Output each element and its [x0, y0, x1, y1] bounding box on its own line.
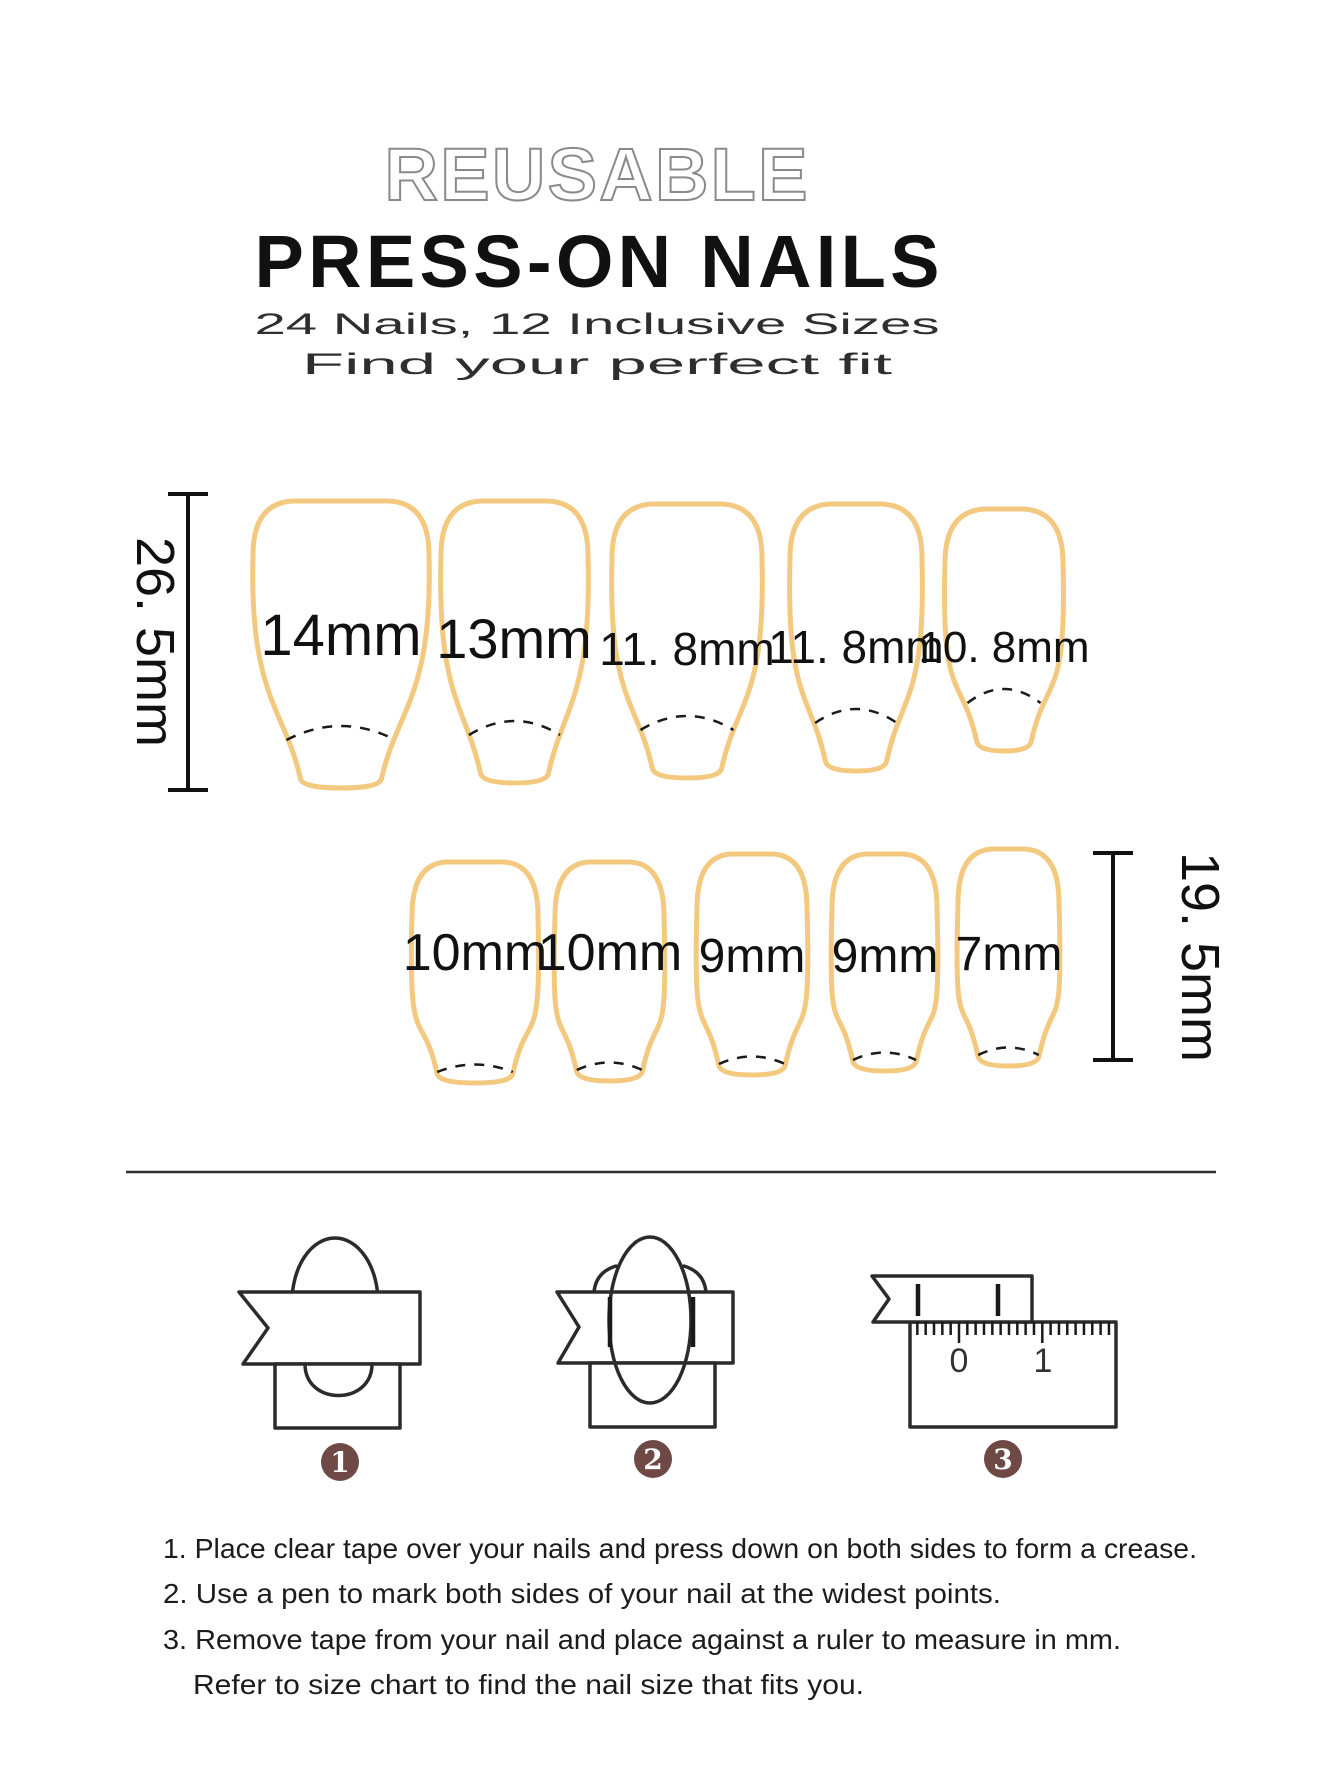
step3-diagram-ruler-measure: [872, 1276, 1116, 1427]
smile-line-row1-4: [815, 709, 897, 723]
smile-line-row2-1: [437, 1065, 513, 1073]
bottom-row-size-labels: [403, 924, 1063, 983]
size-label-9mm-b: 9mm: [831, 930, 939, 983]
size-label-10mm-b: 10mm: [537, 924, 683, 982]
subtitle-line2: Find your perfect fit: [302, 348, 894, 381]
smile-line-row2-5: [978, 1048, 1039, 1056]
size-label-9mm-a: 9mm: [698, 930, 806, 983]
tape-ribbon-shape: [557, 1292, 733, 1363]
badge-number-2: 2: [643, 1443, 663, 1476]
size-label-11-8mm-b: 11. 8mm: [768, 621, 944, 673]
size-label-14mm: 14mm: [260, 603, 422, 668]
step-badges: [321, 1440, 1022, 1481]
top-row-size-labels: [260, 603, 1089, 675]
step-badge-1: [321, 1443, 359, 1481]
size-label-10-8mm: 10. 8mm: [918, 623, 1090, 672]
smile-line-row1-3: [641, 716, 734, 730]
size-label-13mm: 13mm: [436, 607, 592, 670]
finger-body-shape: [590, 1363, 715, 1427]
smile-line-row1-1: [286, 726, 395, 740]
size-label-10mm-a: 10mm: [402, 924, 548, 982]
instructions: [163, 1533, 1197, 1700]
badge-number-1: 1: [330, 1446, 350, 1479]
header: [255, 133, 940, 381]
instruction-line-3: 3. Remove tape from your nail and place against a ruler to measure in mm.: [163, 1624, 1121, 1655]
instruction-line-1: 1. Place clear tape over your nails and press down on both sides to form a crease.: [163, 1533, 1197, 1564]
smile-line-row1-5: [967, 689, 1040, 703]
tape-ribbon-shape: [872, 1276, 1032, 1322]
step1-diagram-tape-over-nail: [239, 1238, 420, 1428]
dimension-label-19-5mm: 19. 5mm: [1170, 851, 1230, 1063]
smile-line-row2-4: [853, 1053, 916, 1061]
dimension-left: [125, 494, 208, 790]
smile-line-row2-2: [577, 1063, 642, 1071]
badge-number-3: 3: [993, 1443, 1013, 1476]
step2-diagram-pen-marks: [557, 1237, 733, 1427]
page-title: PRESS-ON NAILS: [254, 220, 940, 303]
dimension-label-26-5mm: 26. 5mm: [125, 536, 185, 748]
instruction-line-2: 2. Use a pen to mark both sides of your nail at the widest points.: [163, 1578, 1001, 1609]
tape-ribbon-shape: [239, 1292, 420, 1364]
step-badge-2: [634, 1440, 672, 1478]
ruler-shape: [910, 1322, 1116, 1427]
ruler-number-1: 1: [1033, 1342, 1053, 1380]
step-badge-3: [984, 1440, 1022, 1478]
instruction-line-4: Refer to size chart to find the nail size that fits you.: [193, 1669, 864, 1700]
dimension-right: [1093, 852, 1230, 1062]
size-label-7mm: 7mm: [955, 928, 1063, 981]
nail-outlines: [253, 501, 1064, 1083]
smile-line-row1-2: [469, 721, 560, 735]
title-outline: REUSABLE: [384, 133, 810, 216]
ruler-number-0: 0: [949, 1342, 969, 1380]
subtitle-line1: 24 Nails, 12 Inclusive Sizes: [254, 308, 940, 341]
smile-line-row2-3: [719, 1057, 785, 1065]
size-label-11-8mm-a: 11. 8mm: [599, 623, 775, 675]
